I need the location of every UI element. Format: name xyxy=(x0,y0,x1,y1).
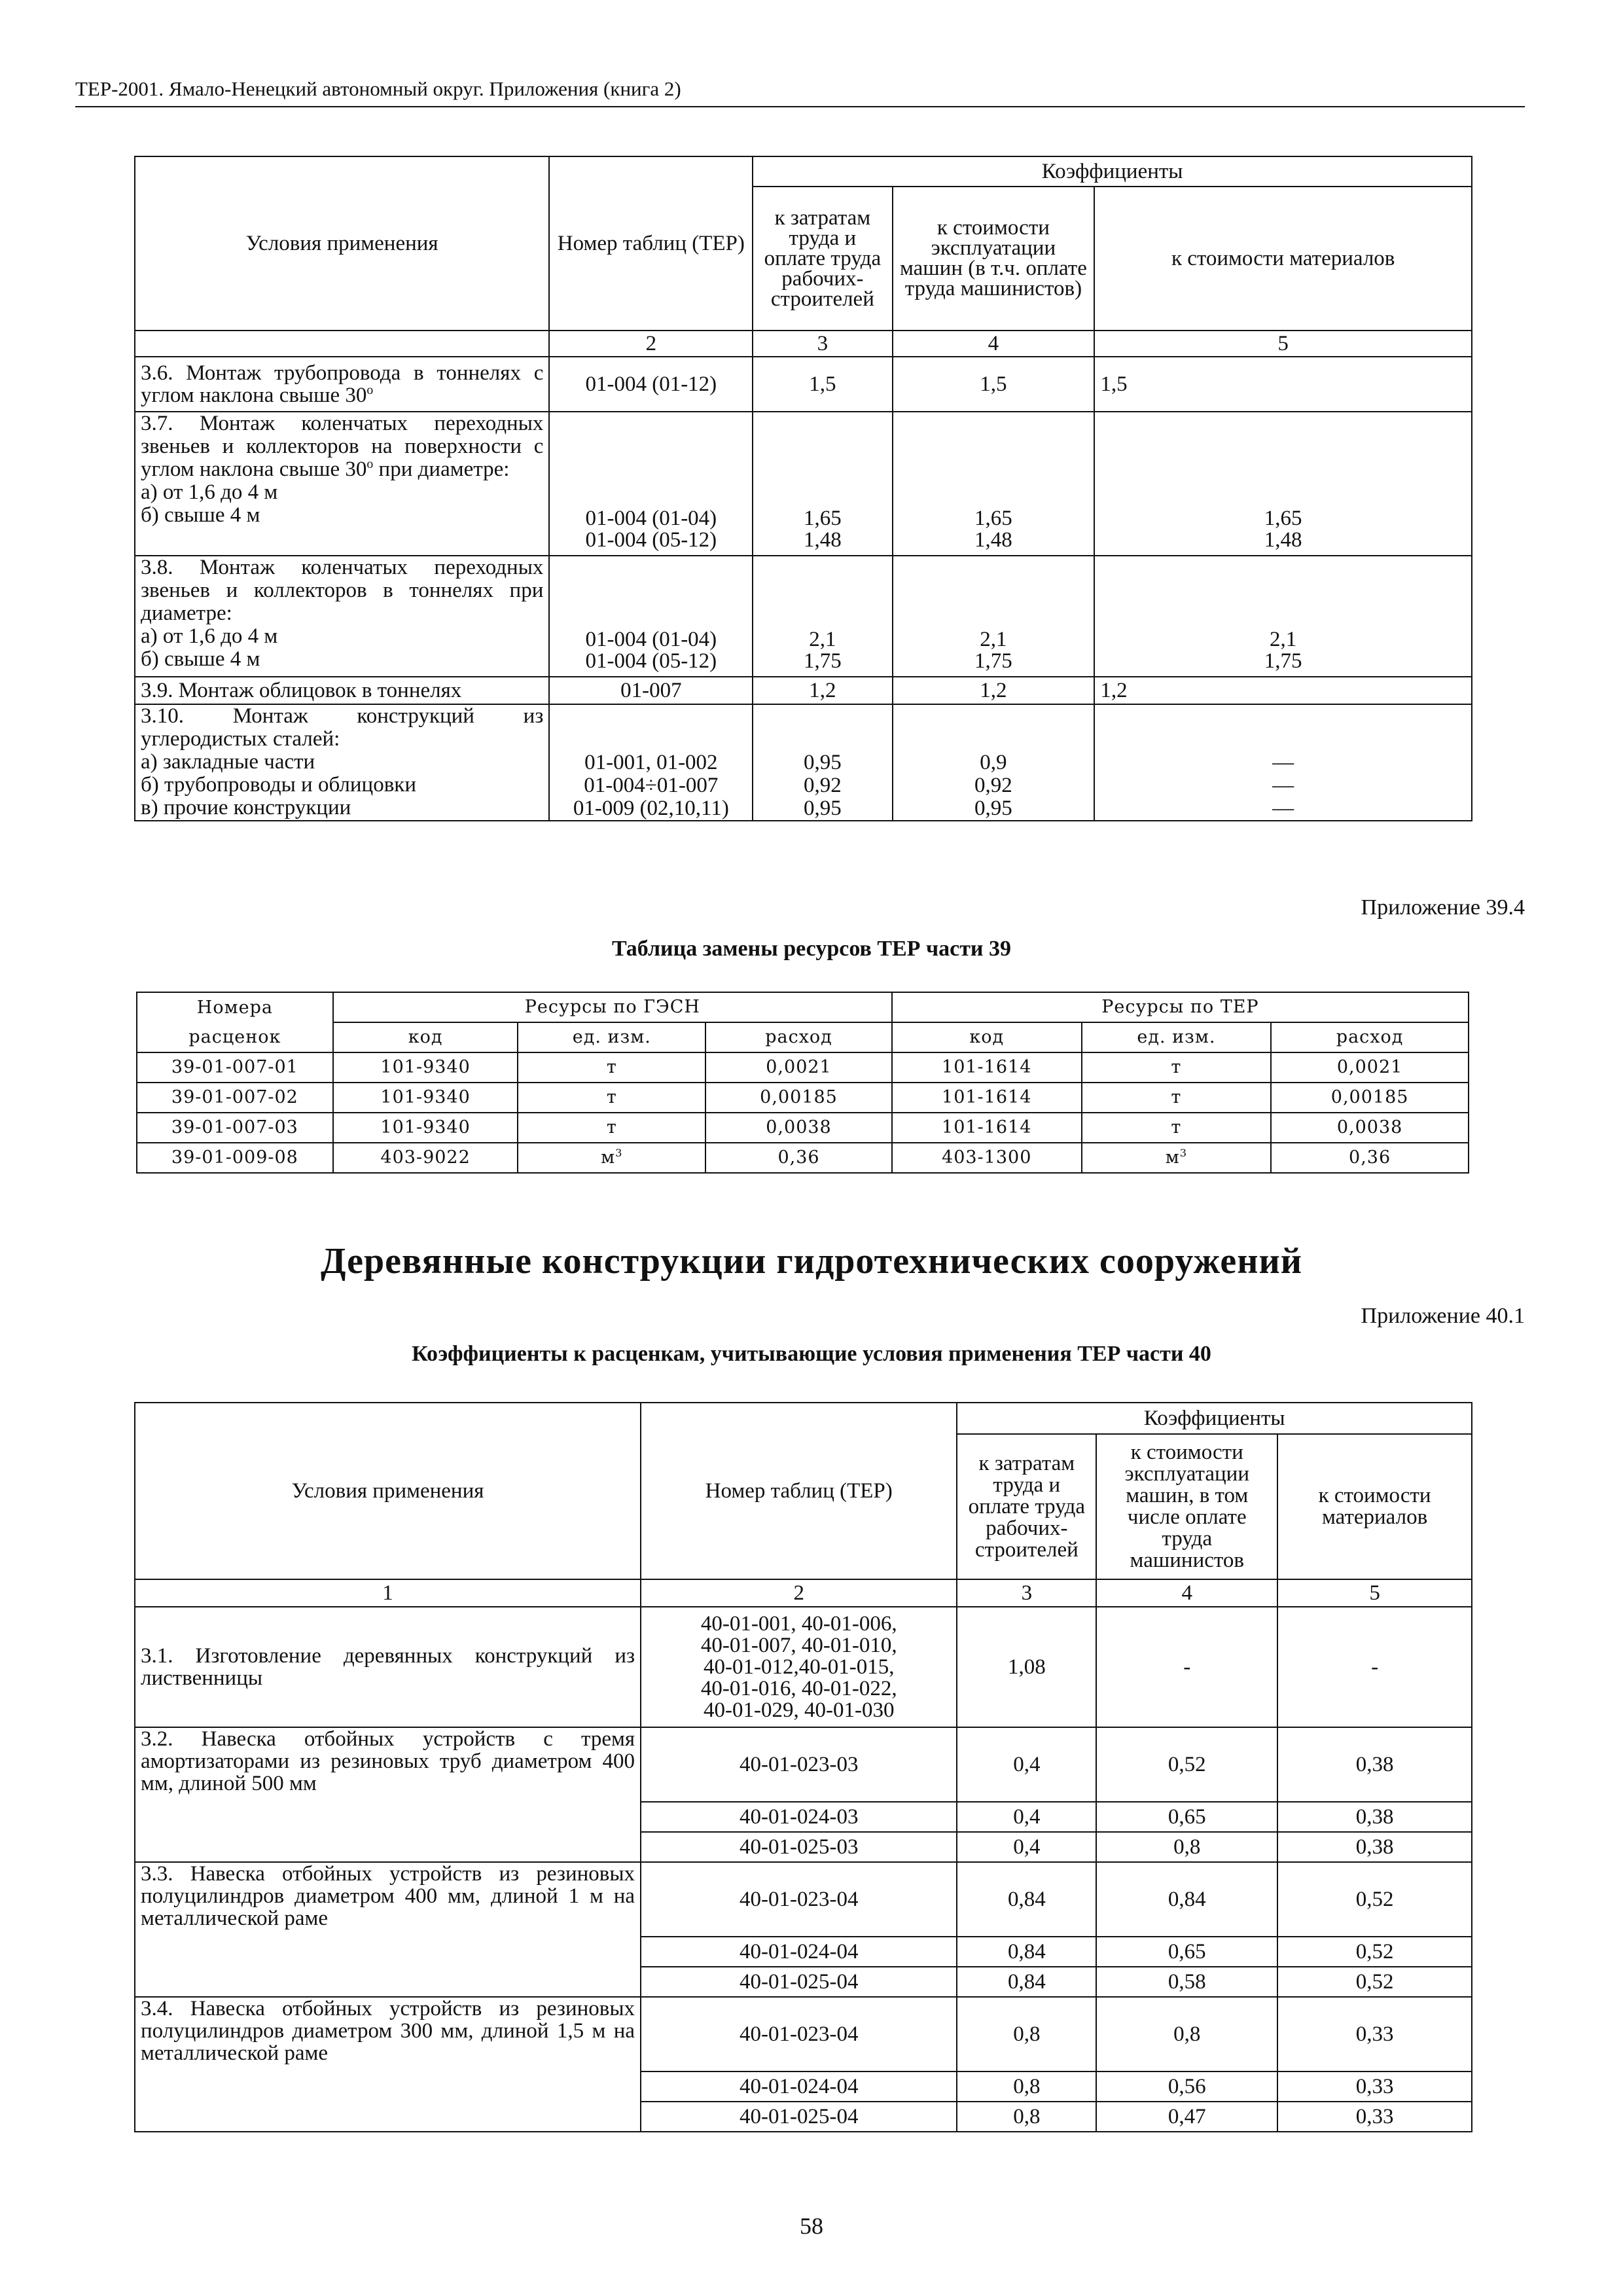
row-table-number: 40-01-023-04 xyxy=(641,1997,957,2072)
row-materials: 1,65 1,48 xyxy=(1094,412,1472,556)
header-labor: к затратам труда и оплате труда рабочих-строителей xyxy=(753,187,892,331)
row-machines: 0,52 xyxy=(1096,1727,1277,1802)
row-table-number: 40-01-025-04 xyxy=(641,1967,957,1997)
row-machines: 0,65 xyxy=(1096,1802,1277,1832)
ter-unit: т xyxy=(1082,1052,1272,1083)
row-materials: 0,33 xyxy=(1277,2072,1472,2102)
row-table-number: 01-007 xyxy=(549,677,753,704)
header-machines: к стоимости эксплуатации машин (в т.ч. оплате труда машинистов) xyxy=(893,187,1095,331)
header-rule xyxy=(75,106,1525,107)
header-gesn-resources: Ресурсы по ГЭСН xyxy=(333,992,892,1022)
ter-code: 403-1300 xyxy=(892,1143,1082,1173)
row-materials: 0,52 xyxy=(1277,1967,1472,1997)
row-machines: 2,1 1,75 xyxy=(893,556,1095,677)
rate-number: 39-01-007-02 xyxy=(137,1083,333,1113)
row-table-number: 01-004 (01-04) 01-004 (05-12) xyxy=(549,412,753,556)
row-condition: 3.4. Навеска отбойных устройств из резиновых полуцилиндров диаметром 300 мм, длиной 1,5 м на металлической раме xyxy=(135,1997,641,2132)
row-materials: 0,33 xyxy=(1277,1997,1472,2072)
table-row xyxy=(135,677,1472,704)
ter-amount: 0,0038 xyxy=(1271,1113,1469,1143)
table-row xyxy=(137,1143,1469,1173)
table-title-39: Таблица замены ресурсов ТЕР части 39 xyxy=(611,937,1012,961)
appendix-label-40-1: Приложение 40.1 xyxy=(1361,1304,1525,1328)
row-materials: 0,38 xyxy=(1277,1802,1472,1832)
row-labor: 0,84 xyxy=(957,1967,1096,1997)
gesn-amount: 0,0038 xyxy=(705,1113,892,1143)
header-table-number: Номер таблиц (ТЕР) xyxy=(641,1403,957,1579)
table-row xyxy=(135,1997,1472,2072)
rate-number: 39-01-007-01 xyxy=(137,1052,333,1083)
table-row xyxy=(135,1862,1472,1937)
row-table-number: 01-001, 01-002 01-004÷01-007 01-009 (02,10,11) xyxy=(549,704,753,821)
ter-code: 101-1614 xyxy=(892,1083,1082,1113)
table-row xyxy=(135,1727,1472,1802)
header-col-1: 1 xyxy=(135,1579,641,1607)
row-table-number: 01-004 (01-12) xyxy=(549,357,753,412)
row-condition: 3.7. Монтаж коленчатых переходных звеньев и коллекторов на поверхности с углом наклона свыше $30^о$ при диаметре: а) от 1,6 до 4 м б) свыше 4 м xyxy=(135,412,549,556)
row-machines: 1,2 xyxy=(893,677,1095,704)
row-materials: 1,5 xyxy=(1094,357,1472,412)
row-materials: 0,38 xyxy=(1277,1727,1472,1802)
row-materials: — — — xyxy=(1094,704,1472,821)
header-ter-resources: Ресурсы по ТЕР xyxy=(892,992,1469,1022)
row-table-number: 40-01-025-04 xyxy=(641,2102,957,2132)
header-ter-code: код xyxy=(892,1022,1082,1052)
rate-number: 39-01-007-03 xyxy=(137,1113,333,1143)
table-row xyxy=(135,1607,1472,1727)
row-condition: 3.8. Монтаж коленчатых переходных звеньев и коллекторов в тоннелях при диаметре: а) от 1,6 до 4 м б) свыше 4 м xyxy=(135,556,549,677)
row-table-number: 40-01-023-04 xyxy=(641,1862,957,1937)
gesn-code: 101-9340 xyxy=(333,1052,518,1083)
section-title: Деревянные конструкции гидротехнических сооружений xyxy=(320,1241,1303,1282)
header-table-number: Номер таблиц (ТЕР) xyxy=(549,156,753,331)
row-machines: 0,47 xyxy=(1096,2102,1277,2132)
row-machines: 0,65 xyxy=(1096,1937,1277,1967)
header-materials: к стоимости материалов xyxy=(1277,1434,1472,1579)
ter-code: 101-1614 xyxy=(892,1113,1082,1143)
header-coefficients: Коэффициенты xyxy=(957,1403,1472,1434)
header-rate-numbers-2: расценок xyxy=(137,1022,333,1052)
gesn-unit: т xyxy=(518,1113,705,1143)
row-labor: 0,84 xyxy=(957,1862,1096,1937)
header-labor: к затратам труда и оплате труда рабочих-строителей xyxy=(957,1434,1096,1579)
ter-unit: т xyxy=(1082,1083,1272,1113)
header-col-2: 2 xyxy=(549,331,753,357)
row-labor: 0,4 xyxy=(957,1832,1096,1862)
gesn-amount: 0,00185 xyxy=(705,1083,892,1113)
gesn-code: 403-9022 xyxy=(333,1143,518,1173)
row-labor: 1,2 xyxy=(753,677,892,704)
table-row xyxy=(135,412,1472,556)
header-col-3: 3 xyxy=(957,1579,1096,1607)
row-labor: 0,8 xyxy=(957,1997,1096,2072)
header-conditions: Условия применения xyxy=(135,156,549,331)
appendix-label-39-4: Приложение 39.4 xyxy=(1361,895,1525,920)
ter-unit: т xyxy=(1082,1113,1272,1143)
row-machines: 0,84 xyxy=(1096,1862,1277,1937)
ter-amount: 0,0021 xyxy=(1271,1052,1469,1083)
running-header: ТЕР-2001. Ямало-Ненецкий автономный округ. Приложения (книга 2) xyxy=(75,77,681,100)
header-col-3: 3 xyxy=(753,331,892,357)
row-materials: 0,33 xyxy=(1277,2102,1472,2132)
row-labor: 1,08 xyxy=(957,1607,1096,1727)
header-ter-unit: ед. изм. xyxy=(1082,1022,1272,1052)
header-col-5: 5 xyxy=(1277,1579,1472,1607)
header-machines: к стоимости эксплуатации машин, в том числе оплате труда машинистов xyxy=(1096,1434,1277,1579)
gesn-unit: $м^3$ xyxy=(518,1143,705,1173)
header-col-2: 2 xyxy=(641,1579,957,1607)
row-labor: 0,4 xyxy=(957,1802,1096,1832)
row-labor: 0,84 xyxy=(957,1937,1096,1967)
gesn-unit: т xyxy=(518,1052,705,1083)
ter-amount: 0,00185 xyxy=(1271,1083,1469,1113)
row-machines: 0,9 0,92 0,95 xyxy=(893,704,1095,821)
table-row xyxy=(137,1052,1469,1083)
ter-amount: 0,36 xyxy=(1271,1143,1469,1173)
row-labor: 0,8 xyxy=(957,2102,1096,2132)
row-machines: - xyxy=(1096,1607,1277,1727)
row-table-number: 40-01-024-04 xyxy=(641,1937,957,1967)
row-table-number: 40-01-024-04 xyxy=(641,2072,957,2102)
header-col-5: 5 xyxy=(1094,331,1472,357)
coefficients-table-part-40 xyxy=(134,1402,1472,2132)
gesn-code: 101-9340 xyxy=(333,1113,518,1143)
row-materials: - xyxy=(1277,1607,1472,1727)
row-machines: 0,58 xyxy=(1096,1967,1277,1997)
header-gesn-code: код xyxy=(333,1022,518,1052)
header-col-4: 4 xyxy=(893,331,1095,357)
ter-unit: $м^3$ xyxy=(1082,1143,1272,1173)
row-condition: 3.2. Навеска отбойных устройств с тремя амортизаторами из резиновых труб диаметром 400 мм, длиной 500 мм xyxy=(135,1727,641,1862)
resource-replacement-table xyxy=(136,992,1469,1174)
row-machines: 0,56 xyxy=(1096,2072,1277,2102)
table-row xyxy=(137,1083,1469,1113)
table-row xyxy=(137,1113,1469,1143)
gesn-amount: 0,0021 xyxy=(705,1052,892,1083)
row-labor: 0,4 xyxy=(957,1727,1096,1802)
ter-code: 101-1614 xyxy=(892,1052,1082,1083)
table-title-40: Коэффициенты к расценкам, учитывающие условия применения ТЕР части 40 xyxy=(412,1342,1211,1366)
gesn-code: 101-9340 xyxy=(333,1083,518,1113)
row-condition: 3.9. Монтаж облицовок в тоннелях xyxy=(135,677,549,704)
row-materials: 0,52 xyxy=(1277,1937,1472,1967)
row-labor: 1,65 1,48 xyxy=(753,412,892,556)
row-table-number: 01-004 (01-04) 01-004 (05-12) xyxy=(549,556,753,677)
page-number: 58 xyxy=(800,2213,823,2239)
row-labor: 0,8 xyxy=(957,2072,1096,2102)
row-table-number: 40-01-024-03 xyxy=(641,1802,957,1832)
table-row xyxy=(135,357,1472,412)
row-machines: 0,8 xyxy=(1096,1832,1277,1862)
row-condition: 3.1. Изготовление деревянных конструкций из лиственницы xyxy=(135,1607,641,1727)
header-col-1 xyxy=(135,331,549,357)
row-condition: 3.6. Монтаж трубопровода в тоннелях с углом наклона свыше $30^о$ xyxy=(135,357,549,412)
header-materials: к стоимости материалов xyxy=(1094,187,1472,331)
row-labor: 2,1 1,75 xyxy=(753,556,892,677)
row-materials: 0,52 xyxy=(1277,1862,1472,1937)
table-row xyxy=(135,704,1472,821)
header-gesn-amount: расход xyxy=(705,1022,892,1052)
row-machines: 0,8 xyxy=(1096,1997,1277,2072)
row-labor: 1,5 xyxy=(753,357,892,412)
row-labor: 0,95 0,92 0,95 xyxy=(753,704,892,821)
row-table-number: 40-01-023-03 xyxy=(641,1727,957,1802)
header-gesn-unit: ед. изм. xyxy=(518,1022,705,1052)
table-row xyxy=(135,556,1472,677)
row-materials: 2,1 1,75 xyxy=(1094,556,1472,677)
header-ter-amount: расход xyxy=(1271,1022,1469,1052)
row-materials: 1,2 xyxy=(1094,677,1472,704)
row-condition: 3.10. Монтаж конструкций из углеродистых сталей: а) закладные части б) трубопроводы и облицовки в) прочие конструкции xyxy=(135,704,549,821)
gesn-amount: 0,36 xyxy=(705,1143,892,1173)
row-table-number: 40-01-001, 40-01-006, 40-01-007, 40-01-010, 40-01-012,40-01-015, 40-01-016, 40-01-022, 40-01-029, 40-01-030 xyxy=(641,1607,957,1727)
header-col-4: 4 xyxy=(1096,1579,1277,1607)
header-rate-numbers-1: Номера xyxy=(137,992,333,1022)
header-coefficients: Коэффициенты xyxy=(753,156,1472,187)
row-materials: 0,38 xyxy=(1277,1832,1472,1862)
header-conditions: Условия применения xyxy=(135,1403,641,1579)
row-machines: 1,5 xyxy=(893,357,1095,412)
row-table-number: 40-01-025-03 xyxy=(641,1832,957,1862)
coefficients-table-part-39 xyxy=(134,156,1472,821)
rate-number: 39-01-009-08 xyxy=(137,1143,333,1173)
gesn-unit: т xyxy=(518,1083,705,1113)
row-condition: 3.3. Навеска отбойных устройств из резиновых полуцилиндров диаметром 400 мм, длиной 1 м на металлической раме xyxy=(135,1862,641,1997)
row-machines: 1,65 1,48 xyxy=(893,412,1095,556)
